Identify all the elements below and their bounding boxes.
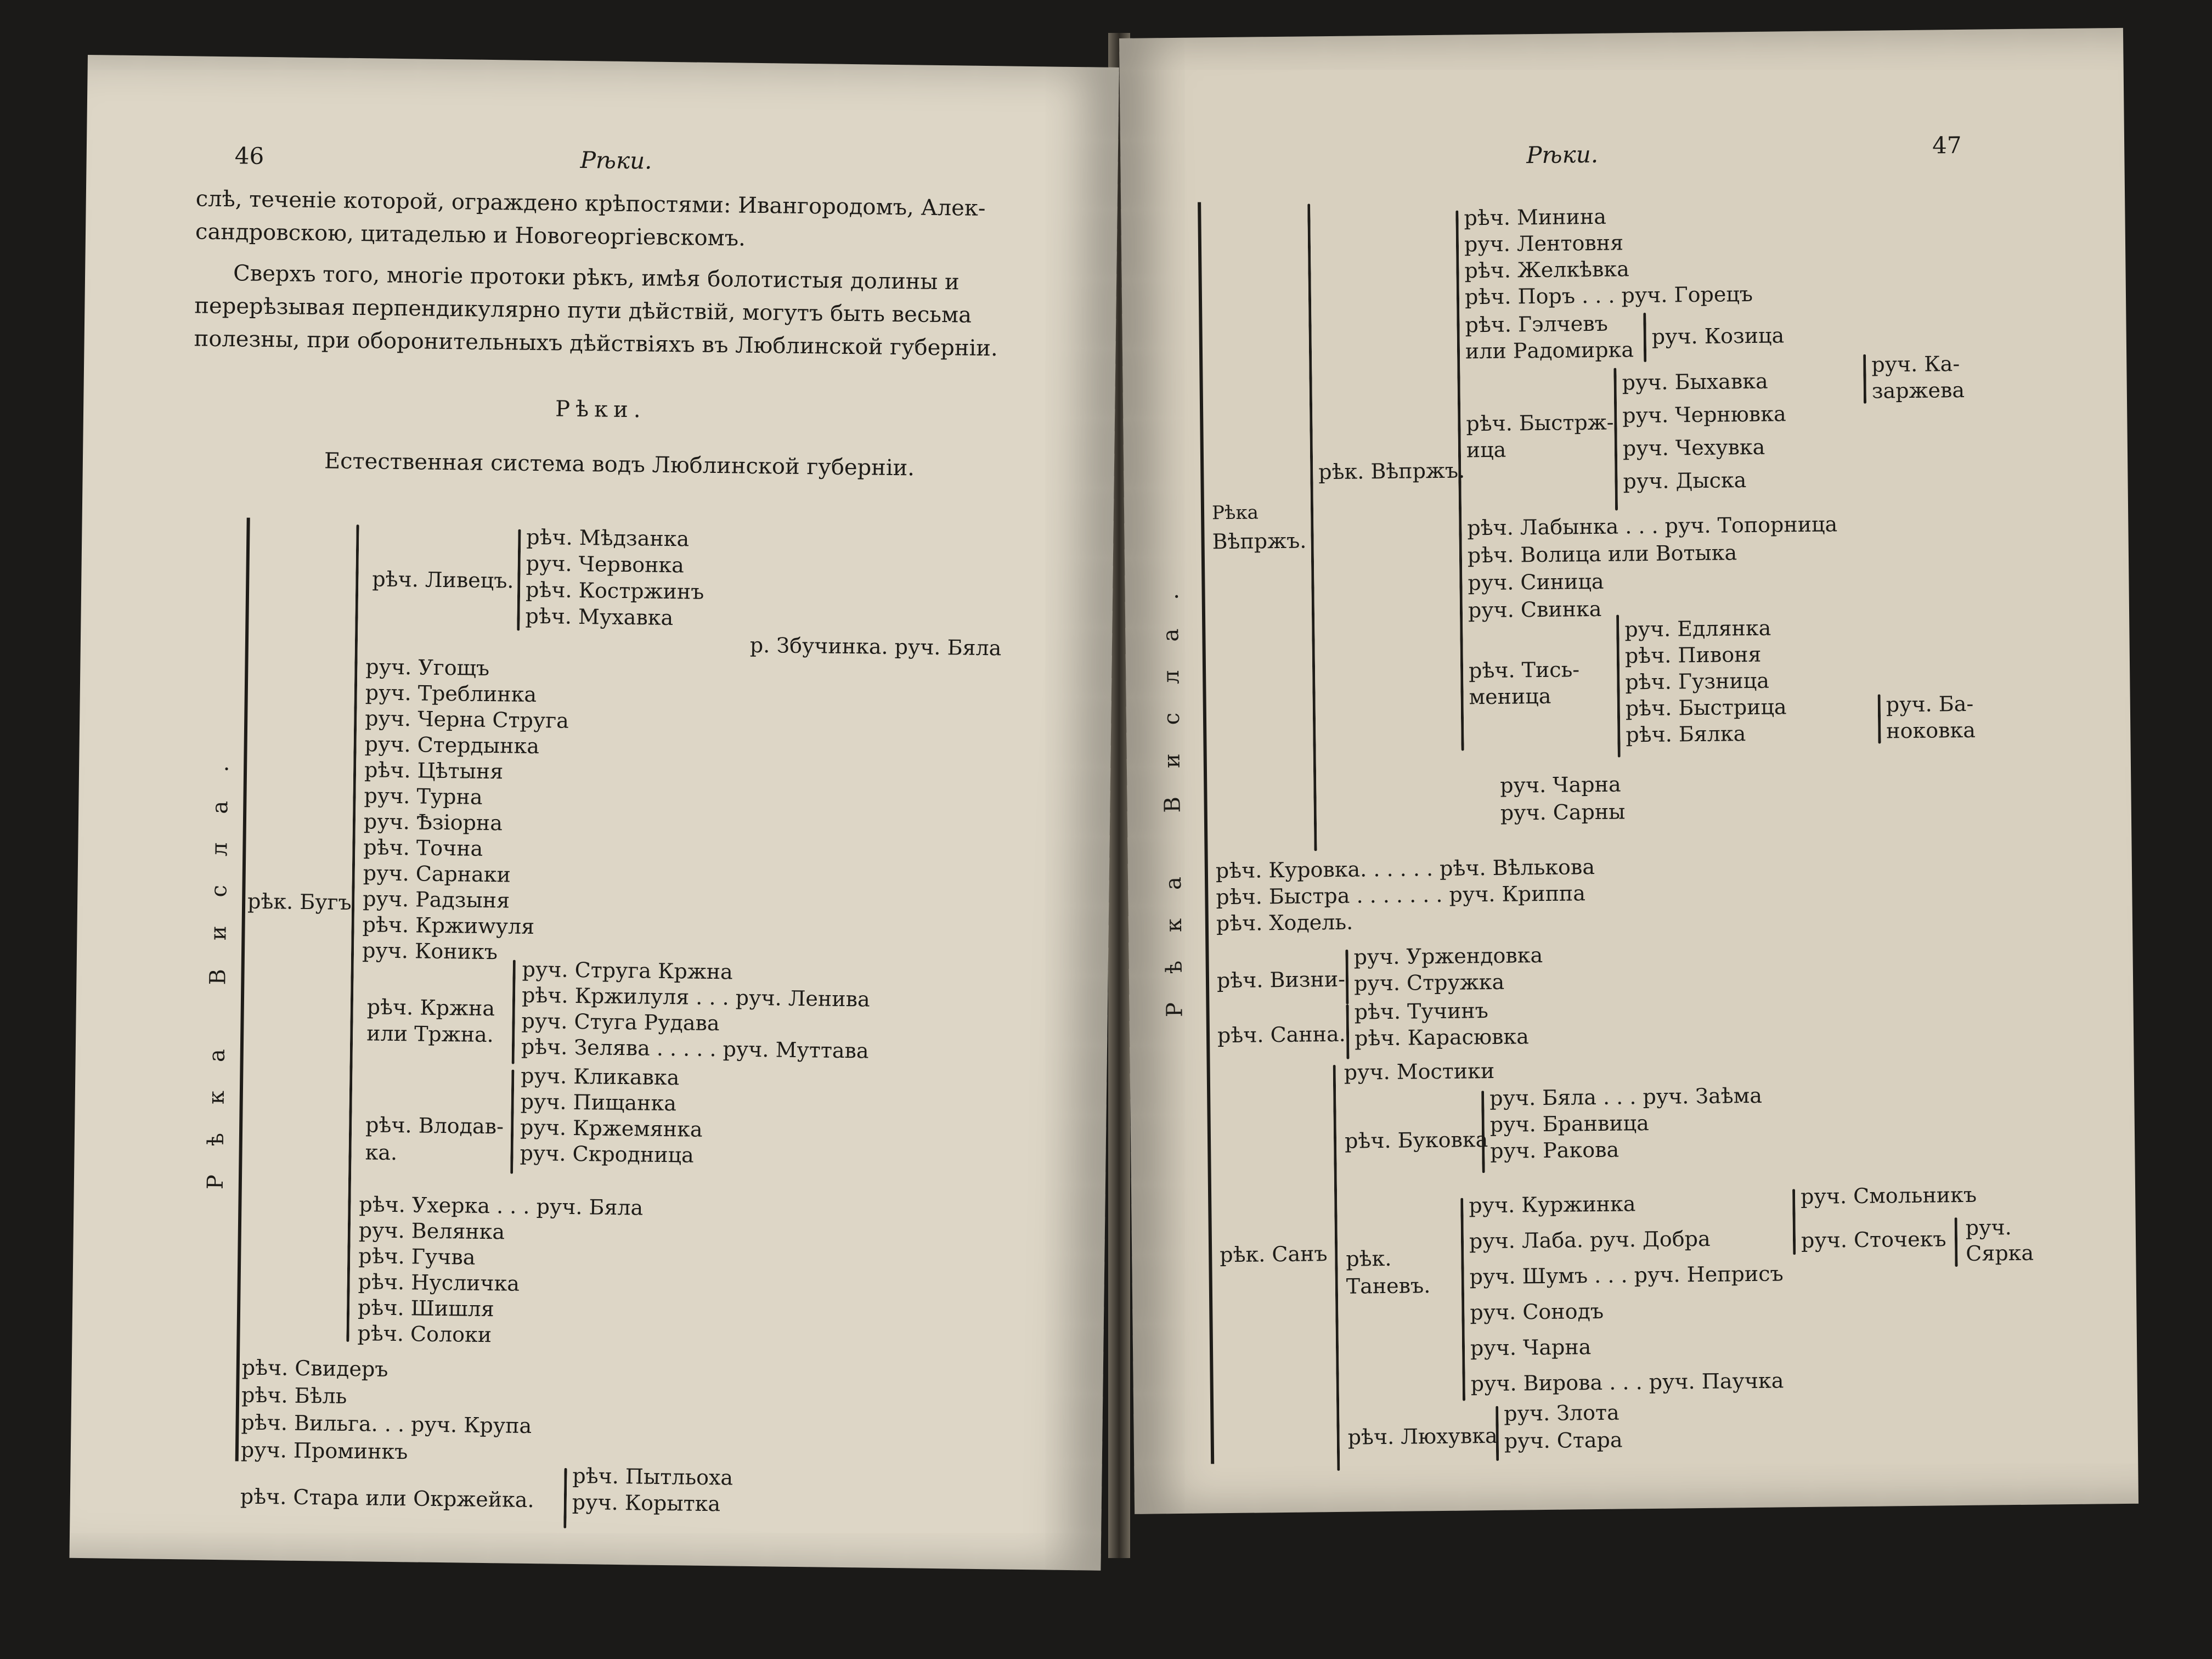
bykhavka-tail: руч. Ка- [1871,351,1960,377]
galchev-bracket [1643,313,1646,362]
list-item: рѣч. Кржиwуля [362,912,535,939]
bykhavka-bracket [1863,354,1866,404]
list-item: рѣч. Куровка. . . . . . рѣч. Вѣлькова [1215,855,1595,883]
vistula-spine [235,518,250,1462]
san-bracket [1333,1065,1340,1471]
list-item: руч. Турна [364,783,483,809]
paragraph-line: сандровскою, цитаделью и Новогеоргіевскомъ. [195,219,746,251]
list-item: руч. Смольникъ [1800,1182,1977,1209]
list-item: рѣч. Минина [1464,204,1607,230]
list-item: руч. Стердынка [364,732,540,759]
list-item: руч. Ракова [1490,1137,1620,1164]
subtitle: Естественная система водъ Люблинской губерніи. [324,448,915,481]
list-item: рѣч. Лабынка . . . руч. Топорница [1467,512,1838,540]
bug-bracket [346,524,359,1342]
list-item: руч. Велянка [358,1218,505,1244]
list-item: руч. Черна Струга [364,706,569,733]
sanna-bracket [1346,1005,1349,1059]
running-head: Рѣки. [1526,140,1599,169]
list-item: рѣч. Гузница [1625,668,1770,695]
list-item: руч. Треблинка [365,680,537,707]
list-item: руч. Бяла . . . руч. Заѣма [1489,1083,1763,1111]
list-item: рѣч. Свидеръ [241,1355,388,1381]
vepr-river-label: Рѣка [1211,501,1259,524]
vepr-river-label: Вѣпржъ. [1212,528,1307,554]
paragraph-line: слѣ, теченіе которой, ограждено крѣпостями: Ивангородомъ, Алек- [195,186,986,222]
list-item: руч. Червонка [526,551,685,578]
vlodava-label: рѣч. Влодав- [365,1113,504,1139]
list-item: руч. Едлянка [1624,616,1771,642]
paragraph-line: полезны, при оборонительныхъ дѣйствіяхъ въ Люблинской губерніи. [194,326,998,362]
list-item: рѣч. Кржилуля . . . руч. Ленива [521,983,870,1012]
list-item: руч. Сарны [1500,799,1626,825]
list-item: руч. Злота [1504,1400,1620,1426]
list-item: руч. Бранвица [1489,1110,1650,1137]
sanna-label: рѣч. Санна. [1217,1022,1346,1048]
list-item: руч. Чернювка [1622,402,1786,428]
list-item: рѣч. Быстра . . . . . . . руч. Криппа [1216,881,1586,910]
list-item: руч. Чехувка [1622,435,1765,461]
list-item: руч. Вирова . . . руч. Паучка [1470,1368,1784,1396]
list-item: руч. Сточекъ [1801,1227,1946,1253]
list-item: руч. Быхавка [1622,369,1768,395]
list-item: рѣч. Бялка [1626,721,1746,747]
list-item: руч. Лентовня [1464,230,1624,257]
list-item: рѣч. Бѣль [241,1383,347,1408]
bystritsa-bracket [1878,695,1881,744]
list-item: руч. Дыска [1623,468,1747,494]
krzhna-label: рѣч. Кржна [366,995,495,1021]
list-item: рѣч. Тучинъ [1354,998,1489,1024]
right-page [1119,28,2138,1514]
list-item: рѣч. Пытльоха [572,1463,733,1490]
list-item: руч. Стуга Рудава [521,1008,720,1036]
san-label: рѣк. Санъ [1219,1242,1328,1267]
page-number: 46 [234,142,264,170]
list-item: рѣч. Костржинъ [525,577,704,604]
list-item: рѣч. Ухерка . . . руч. Бяла [359,1192,644,1220]
stara-label: рѣч. Стара или Окржейка. [240,1484,534,1513]
lyukh-bracket [1496,1406,1499,1461]
vepr-outer-bracket [1307,204,1317,851]
list-item: рѣч. Ходель. [1216,910,1353,936]
bukovka-bracket [1481,1091,1485,1173]
bystrzh-label: рѣч. Быстрж- [1466,410,1614,436]
list-item: рѣч. Цѣтыня [364,758,504,784]
tysm-bracket [1616,615,1621,758]
galchev-label: рѣч. Гэлчевъ [1465,311,1609,337]
vistula-vertical-label: Рѣка Висла. [202,736,234,1190]
page-number: 47 [1932,131,1962,159]
stochek-bracket [1955,1217,1958,1267]
list-item: рѣч. Мухавка [525,603,674,630]
bug-label: рѣк. Бугъ [247,889,352,915]
list-item: руч. Шумъ . . . руч. Неприсъ [1469,1261,1784,1289]
tanev-label: Таневъ. [1346,1273,1431,1299]
list-item: руч. Коникъ [362,938,498,964]
list-item: рѣч. Мѣдзанка [526,524,690,551]
vlodava-bracket [510,1070,514,1174]
list-item: рѣч. Гучва [358,1244,476,1269]
tysm-label: рѣч. Тись- [1468,657,1580,683]
list-item: руч. Корытка [572,1489,721,1516]
stara-bracket [563,1468,567,1528]
list-item: руч. Угощъ [365,654,490,681]
list-item: рѣч. Вильга. . . руч. Крупа [241,1410,532,1438]
list-item: руч. Ѣзіорна [363,809,503,836]
bystritsa-tail: ноковка [1886,718,1976,743]
list-item: руч. Чарна [1500,772,1621,798]
galchev-label: или Радомирка [1465,337,1634,364]
krzhna-label: или Тржна. [366,1021,494,1047]
section-title: Рѣки. [555,396,646,423]
vepr-label: рѣк. Вѣпржъ. [1318,458,1465,484]
mukhavka-tail: р. Збучинка. руч. Бяла [749,633,1002,661]
san-first: руч. Мостики [1344,1058,1495,1085]
list-item: руч. Стара [1504,1427,1623,1453]
list-item: рѣч. Зелява . . . . . руч. Муттава [521,1034,869,1063]
list-item: рѣч. Нусличка [358,1269,520,1296]
bykhavka-tail: заржева [1871,377,1965,403]
vistula-vertical-label: Рѣка Висла. [1158,564,1188,1018]
vizni-label: рѣч. Визни- [1216,967,1346,993]
list-item: руч. Струга Кржна [522,957,733,984]
list-item: руч. Куржинка [1469,1192,1636,1218]
paragraph-line: перерѣзывая перпендикулярно пути дѣйствій, могутъ быть весьма [194,293,972,328]
list-item: рѣч. Солоки [357,1321,492,1347]
list-item: руч. Синица [1468,569,1604,595]
list-item: руч. Сонодъ [1470,1299,1604,1325]
tanev-bracket [1460,1198,1465,1401]
list-item: рѣч. Карасювка [1354,1024,1530,1051]
list-item: руч. Лаба. руч. Добра [1469,1226,1711,1254]
bystrzh-label: ица [1466,437,1506,462]
paragraph-line: Сверхъ того, многіе протоки рѣкъ, имѣя болотистыя долины и [233,261,960,295]
list-item: руч. Проминкъ [240,1437,408,1464]
list-item: руч. Чарна [1470,1335,1592,1361]
bystrzh-bracket [1613,368,1618,511]
list-item: руч. Кржемянка [520,1115,703,1142]
livets-bracket [517,529,521,631]
bukovka-label: рѣч. Буковка [1344,1127,1488,1153]
list-item: руч. Уржендовка [1353,943,1543,969]
list-item: руч. Скродница [520,1141,694,1167]
list-item: руч. Стружка [1353,969,1505,996]
list-item: рѣч. Пивоня [1624,642,1762,668]
list-item: руч. Радзыня [362,887,510,913]
list-item: рѣч. Поръ . . . руч. Горецъ [1464,281,1753,309]
list-item: рѣч. Точна [363,835,483,861]
list-item: рѣч. Быстрица [1625,695,1787,721]
tysm-label: меница [1469,684,1551,709]
stochek-tail: Сярка [1966,1240,2034,1266]
running-head: Рѣки. [580,146,652,174]
list-item: рѣч. Желкѣвка [1464,257,1629,283]
vistula-spine [1198,202,1214,1464]
lyukh-label: рѣч. Люхувка [1347,1423,1498,1449]
tanev-label: рѣк. [1346,1246,1392,1271]
vlodava-label: ка. [365,1140,398,1165]
bystritsa-tail: руч. Ба- [1886,691,1974,717]
stochek-tail: руч. [1965,1215,2012,1240]
list-item: рѣч. Шишля [357,1295,495,1322]
dobra-bracket [1792,1189,1796,1255]
left-page [70,55,1119,1571]
krzhna-bracket [512,960,516,1064]
galchev-item: руч. Козица [1651,323,1785,349]
list-item: руч. Кликавка [521,1063,680,1090]
list-item: рѣч. Волица или Вотыка [1467,540,1737,568]
livets-label: рѣч. Ливецъ. [372,567,514,593]
list-item: руч. Свинка [1468,596,1602,623]
vizni-bracket [1345,950,1348,1005]
list-item: руч. Пищанка [520,1089,677,1116]
list-item: руч. Сарнаки [363,861,511,887]
